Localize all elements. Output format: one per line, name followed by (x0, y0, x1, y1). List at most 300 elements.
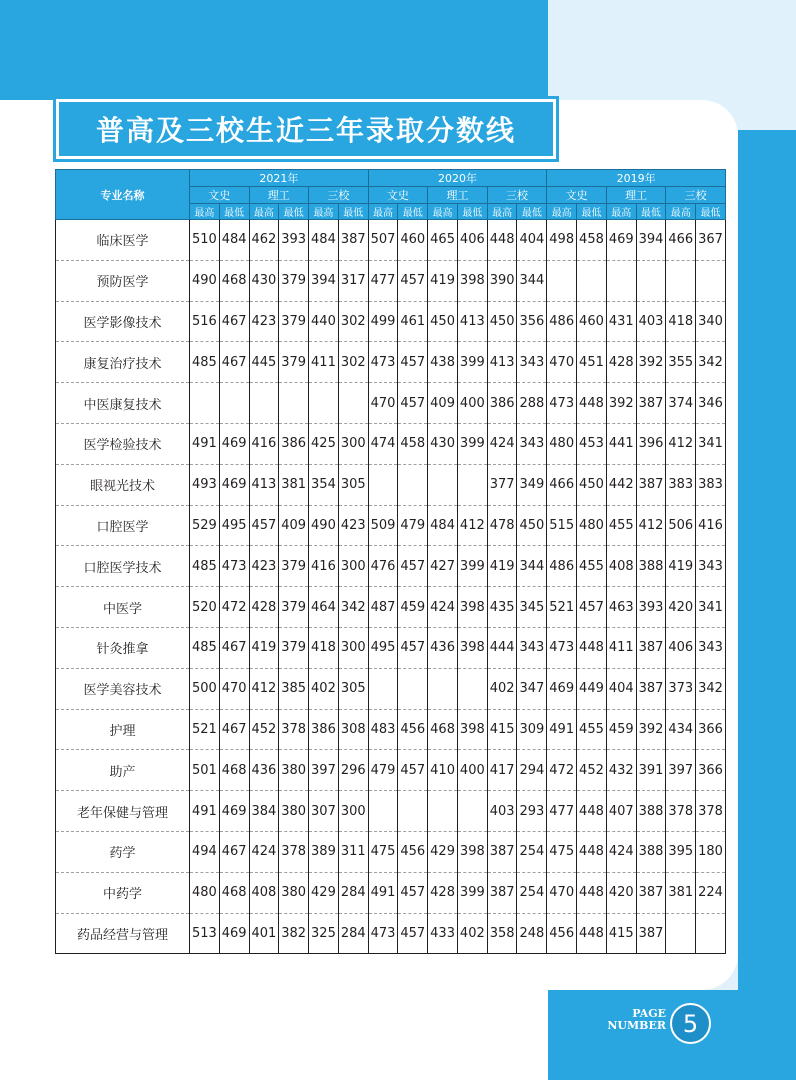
table-row (56, 423, 726, 464)
score-cell: 383 (666, 464, 696, 505)
score-cell: 484 (428, 505, 458, 546)
score-cell: 494 (190, 831, 220, 872)
score-cell: 411 (606, 627, 636, 668)
score-cell: 466 (547, 464, 577, 505)
score-cell: 469 (547, 668, 577, 709)
score-cell: 307 (309, 791, 339, 832)
score-cell: 378 (279, 709, 309, 750)
table-row (56, 587, 726, 628)
score-cell: 450 (428, 301, 458, 342)
score-cell: 428 (606, 342, 636, 383)
score-cell: 495 (219, 505, 249, 546)
score-cell (398, 791, 428, 832)
major-name-cell: 药学 (56, 831, 190, 872)
score-cell: 412 (666, 423, 696, 464)
page-number: 5 (670, 1003, 711, 1044)
score-cell: 383 (696, 464, 726, 505)
score-cell: 520 (190, 587, 220, 628)
major-name-cell: 助产 (56, 750, 190, 791)
score-cell: 402 (309, 668, 339, 709)
score-cell: 387 (636, 668, 666, 709)
score-cell: 449 (577, 668, 607, 709)
score-cell: 436 (249, 750, 279, 791)
year-header: 2019年 (547, 170, 726, 187)
score-cell: 433 (428, 913, 458, 954)
score-cell: 404 (517, 220, 547, 261)
score-cell: 425 (309, 423, 339, 464)
score-cell: 413 (249, 464, 279, 505)
score-cell: 485 (190, 627, 220, 668)
score-cell: 457 (398, 627, 428, 668)
score-cell: 456 (547, 913, 577, 954)
major-name-cell: 眼视光技术 (56, 464, 190, 505)
score-cell (457, 464, 487, 505)
score-cell: 284 (338, 872, 368, 913)
score-cell: 402 (487, 668, 517, 709)
score-cell: 398 (457, 831, 487, 872)
score-cell: 459 (398, 587, 428, 628)
score-cell: 513 (190, 913, 220, 954)
score-cell: 468 (219, 872, 249, 913)
score-cell: 300 (338, 627, 368, 668)
score-cell: 399 (457, 423, 487, 464)
score-cell: 448 (577, 791, 607, 832)
score-cell: 469 (219, 791, 249, 832)
score-cell: 490 (190, 260, 220, 301)
score-cell: 374 (666, 383, 696, 424)
score-cell: 399 (457, 342, 487, 383)
score-cell: 431 (606, 301, 636, 342)
score-cell: 448 (577, 383, 607, 424)
score-cell: 510 (190, 220, 220, 261)
year-header: 2020年 (368, 170, 547, 187)
score-cell (219, 383, 249, 424)
score-cell: 406 (457, 220, 487, 261)
score-cell: 486 (547, 301, 577, 342)
score-cell: 349 (517, 464, 547, 505)
score-cell: 515 (547, 505, 577, 546)
score-cell: 477 (547, 791, 577, 832)
score-cell: 486 (547, 546, 577, 587)
score-cell: 475 (547, 831, 577, 872)
min-header: 最低 (517, 204, 547, 220)
score-cell: 288 (517, 383, 547, 424)
score-cell: 391 (636, 750, 666, 791)
score-cell: 521 (190, 709, 220, 750)
score-cell: 325 (309, 913, 339, 954)
score-cell: 448 (487, 220, 517, 261)
score-cell (279, 383, 309, 424)
score-cell: 387 (636, 464, 666, 505)
score-cell: 402 (457, 913, 487, 954)
table-row (56, 831, 726, 872)
min-header: 最低 (457, 204, 487, 220)
score-cell: 293 (517, 791, 547, 832)
score-cell: 438 (428, 342, 458, 383)
table-body (56, 220, 726, 954)
score-cell (368, 791, 398, 832)
score-cell: 455 (606, 505, 636, 546)
score-cell: 409 (428, 383, 458, 424)
score-cell (636, 260, 666, 301)
score-cell: 457 (577, 587, 607, 628)
score-cell: 521 (547, 587, 577, 628)
score-cell: 423 (338, 505, 368, 546)
score-cell (606, 260, 636, 301)
score-cell: 448 (577, 872, 607, 913)
score-cell: 341 (696, 423, 726, 464)
max-header: 最高 (428, 204, 458, 220)
max-header: 最高 (309, 204, 339, 220)
score-cell: 406 (666, 627, 696, 668)
category-header: 理工 (606, 187, 666, 204)
score-cell: 452 (249, 709, 279, 750)
score-cell: 387 (487, 872, 517, 913)
score-cell: 389 (309, 831, 339, 872)
score-cell: 294 (517, 750, 547, 791)
score-cell: 458 (398, 423, 428, 464)
table-row (56, 709, 726, 750)
score-cell: 442 (606, 464, 636, 505)
score-cell: 342 (338, 587, 368, 628)
score-cell: 435 (487, 587, 517, 628)
category-header: 三校 (487, 187, 547, 204)
score-cell: 445 (249, 342, 279, 383)
score-cell: 469 (219, 464, 249, 505)
score-cell: 396 (636, 423, 666, 464)
score-cell: 394 (309, 260, 339, 301)
score-cell: 393 (636, 587, 666, 628)
score-cell: 224 (696, 872, 726, 913)
score-cell: 416 (309, 546, 339, 587)
score-cell: 477 (368, 260, 398, 301)
score-cell: 475 (368, 831, 398, 872)
score-cell: 343 (696, 627, 726, 668)
score-cell: 478 (487, 505, 517, 546)
score-cell: 379 (279, 627, 309, 668)
score-cell: 387 (636, 913, 666, 954)
score-cell (398, 668, 428, 709)
score-cell: 254 (517, 872, 547, 913)
score-cell: 500 (190, 668, 220, 709)
score-cell: 480 (190, 872, 220, 913)
score-cell: 395 (666, 831, 696, 872)
score-cell (190, 383, 220, 424)
score-cell: 419 (249, 627, 279, 668)
score-cell: 453 (577, 423, 607, 464)
score-cell: 450 (487, 301, 517, 342)
score-cell: 420 (666, 587, 696, 628)
score-cell: 498 (547, 220, 577, 261)
score-cell: 284 (338, 913, 368, 954)
major-name-cell: 医学影像技术 (56, 301, 190, 342)
score-cell (398, 464, 428, 505)
table-row (56, 505, 726, 546)
score-cell: 464 (309, 587, 339, 628)
page-label-line1: PAGE (632, 1007, 666, 1020)
score-cell: 452 (577, 750, 607, 791)
score-cell: 495 (368, 627, 398, 668)
score-cell: 317 (338, 260, 368, 301)
major-name-cell: 临床医学 (56, 220, 190, 261)
score-cell: 479 (368, 750, 398, 791)
score-cell: 473 (547, 627, 577, 668)
score-cell: 450 (517, 505, 547, 546)
score-cell: 388 (636, 546, 666, 587)
score-cell: 448 (577, 913, 607, 954)
score-cell: 381 (279, 464, 309, 505)
score-cell: 458 (577, 220, 607, 261)
score-cell: 343 (517, 342, 547, 383)
score-cell: 387 (338, 220, 368, 261)
score-cell: 345 (517, 587, 547, 628)
score-cell: 434 (666, 709, 696, 750)
score-cell: 487 (368, 587, 398, 628)
score-cell: 450 (577, 464, 607, 505)
score-cell: 470 (219, 668, 249, 709)
category-header: 三校 (666, 187, 726, 204)
score-cell: 483 (368, 709, 398, 750)
score-cell: 379 (279, 587, 309, 628)
score-cell: 412 (249, 668, 279, 709)
score-cell: 430 (428, 423, 458, 464)
score-cell: 380 (279, 791, 309, 832)
score-cell: 419 (487, 546, 517, 587)
score-cell: 378 (666, 791, 696, 832)
score-cell: 398 (457, 709, 487, 750)
score-cell: 480 (547, 423, 577, 464)
score-cell: 484 (309, 220, 339, 261)
score-cell: 423 (249, 546, 279, 587)
score-cell: 463 (606, 587, 636, 628)
score-cell: 485 (190, 546, 220, 587)
score-cell: 392 (636, 342, 666, 383)
score-cell: 419 (666, 546, 696, 587)
score-cell: 305 (338, 668, 368, 709)
table-row (56, 750, 726, 791)
score-cell: 413 (487, 342, 517, 383)
score-cell: 341 (696, 587, 726, 628)
score-cell (696, 260, 726, 301)
major-name-cell: 护理 (56, 709, 190, 750)
score-cell: 461 (398, 301, 428, 342)
score-cell: 386 (309, 709, 339, 750)
score-cell: 380 (279, 750, 309, 791)
score-cell (666, 260, 696, 301)
score-cell: 296 (338, 750, 368, 791)
score-cell: 424 (487, 423, 517, 464)
score-cell: 180 (696, 831, 726, 872)
table-row (56, 668, 726, 709)
major-name-cell: 针灸推拿 (56, 627, 190, 668)
major-name-header: 专业名称 (56, 170, 190, 220)
score-cell (428, 668, 458, 709)
score-cell: 429 (428, 831, 458, 872)
score-cell: 491 (368, 872, 398, 913)
right-dark-band (738, 130, 796, 1080)
score-cell: 460 (577, 301, 607, 342)
score-cell (457, 791, 487, 832)
year-header: 2021年 (190, 170, 369, 187)
score-cell: 403 (487, 791, 517, 832)
score-cell: 451 (577, 342, 607, 383)
score-cell: 430 (249, 260, 279, 301)
major-name-cell: 中医学 (56, 587, 190, 628)
score-cell: 455 (577, 709, 607, 750)
score-cell: 248 (517, 913, 547, 954)
score-cell: 491 (547, 709, 577, 750)
score-cell: 457 (398, 260, 428, 301)
score-cell: 382 (279, 913, 309, 954)
score-cell: 472 (219, 587, 249, 628)
score-cell: 417 (487, 750, 517, 791)
score-cell (696, 913, 726, 954)
score-cell: 407 (606, 791, 636, 832)
score-cell: 440 (309, 301, 339, 342)
score-cell: 387 (636, 627, 666, 668)
score-cell: 388 (636, 791, 666, 832)
score-cell: 404 (606, 668, 636, 709)
score-cell: 490 (309, 505, 339, 546)
score-cell: 507 (368, 220, 398, 261)
score-cell: 408 (249, 872, 279, 913)
score-cell: 378 (279, 831, 309, 872)
score-cell: 347 (517, 668, 547, 709)
top-band (0, 0, 548, 100)
score-cell: 408 (606, 546, 636, 587)
score-cell: 459 (606, 709, 636, 750)
score-cell: 467 (219, 831, 249, 872)
table-row (56, 872, 726, 913)
score-cell: 416 (696, 505, 726, 546)
score-cell: 468 (219, 750, 249, 791)
score-cell: 386 (279, 423, 309, 464)
score-cell: 346 (696, 383, 726, 424)
score-cell: 509 (368, 505, 398, 546)
min-header: 最低 (219, 204, 249, 220)
score-cell: 398 (457, 627, 487, 668)
score-cell: 436 (428, 627, 458, 668)
score-cell: 397 (666, 750, 696, 791)
score-cell: 397 (309, 750, 339, 791)
score-cell: 394 (636, 220, 666, 261)
score-cell: 479 (398, 505, 428, 546)
score-cell: 457 (398, 750, 428, 791)
score-cell (249, 383, 279, 424)
category-header: 三校 (309, 187, 369, 204)
score-cell: 473 (547, 383, 577, 424)
score-cell: 469 (219, 423, 249, 464)
table-row (56, 546, 726, 587)
score-cell: 354 (309, 464, 339, 505)
max-header: 最高 (606, 204, 636, 220)
score-cell (457, 668, 487, 709)
score-cell: 343 (517, 627, 547, 668)
score-cell: 474 (368, 423, 398, 464)
score-cell: 373 (666, 668, 696, 709)
score-cell: 424 (606, 831, 636, 872)
score-cell: 379 (279, 342, 309, 383)
score-cell (666, 913, 696, 954)
score-cell: 412 (457, 505, 487, 546)
table-row (56, 627, 726, 668)
score-cell: 473 (368, 342, 398, 383)
table-row (56, 342, 726, 383)
category-header: 文史 (547, 187, 607, 204)
major-name-cell: 口腔医学技术 (56, 546, 190, 587)
score-cell: 387 (487, 831, 517, 872)
score-cell: 428 (249, 587, 279, 628)
major-name-cell: 医学检验技术 (56, 423, 190, 464)
table-row (56, 913, 726, 954)
score-cell: 428 (428, 872, 458, 913)
major-name-cell: 预防医学 (56, 260, 190, 301)
score-cell: 473 (219, 546, 249, 587)
min-header: 最低 (338, 204, 368, 220)
score-cell: 409 (279, 505, 309, 546)
score-cell: 302 (338, 301, 368, 342)
score-cell: 465 (428, 220, 458, 261)
score-cell: 411 (309, 342, 339, 383)
major-name-cell: 中医康复技术 (56, 383, 190, 424)
major-name-cell: 康复治疗技术 (56, 342, 190, 383)
score-cell: 485 (190, 342, 220, 383)
score-cell: 420 (606, 872, 636, 913)
score-cell: 342 (696, 668, 726, 709)
score-cell (368, 668, 398, 709)
major-name-cell: 中药学 (56, 872, 190, 913)
score-cell: 484 (219, 220, 249, 261)
score-cell: 467 (219, 301, 249, 342)
score-cell: 302 (338, 342, 368, 383)
score-cell: 470 (547, 342, 577, 383)
max-header: 最高 (368, 204, 398, 220)
score-cell: 448 (577, 831, 607, 872)
score-cell: 399 (457, 872, 487, 913)
score-cell: 457 (398, 872, 428, 913)
min-header: 最低 (577, 204, 607, 220)
score-cell: 418 (309, 627, 339, 668)
score-cell: 367 (696, 220, 726, 261)
score-cell: 308 (338, 709, 368, 750)
score-cell: 300 (338, 423, 368, 464)
page-label-line2: NUMBER (607, 1019, 666, 1032)
score-cell: 462 (249, 220, 279, 261)
score-cell: 378 (696, 791, 726, 832)
score-cell: 343 (696, 546, 726, 587)
score-cell: 384 (249, 791, 279, 832)
score-cell: 400 (457, 750, 487, 791)
score-cell: 457 (398, 546, 428, 587)
score-cell: 366 (696, 750, 726, 791)
score-cell: 254 (517, 831, 547, 872)
score-cell: 427 (428, 546, 458, 587)
score-cell: 466 (666, 220, 696, 261)
score-cell: 412 (636, 505, 666, 546)
score-cell: 468 (219, 260, 249, 301)
score-cell: 300 (338, 546, 368, 587)
score-cell (577, 260, 607, 301)
score-cell: 457 (398, 383, 428, 424)
category-header: 理工 (249, 187, 309, 204)
score-cell: 410 (428, 750, 458, 791)
score-cell: 415 (606, 913, 636, 954)
score-cell: 472 (547, 750, 577, 791)
score-cell (338, 383, 368, 424)
score-cell: 506 (666, 505, 696, 546)
score-cell: 455 (577, 546, 607, 587)
score-cell: 398 (457, 587, 487, 628)
